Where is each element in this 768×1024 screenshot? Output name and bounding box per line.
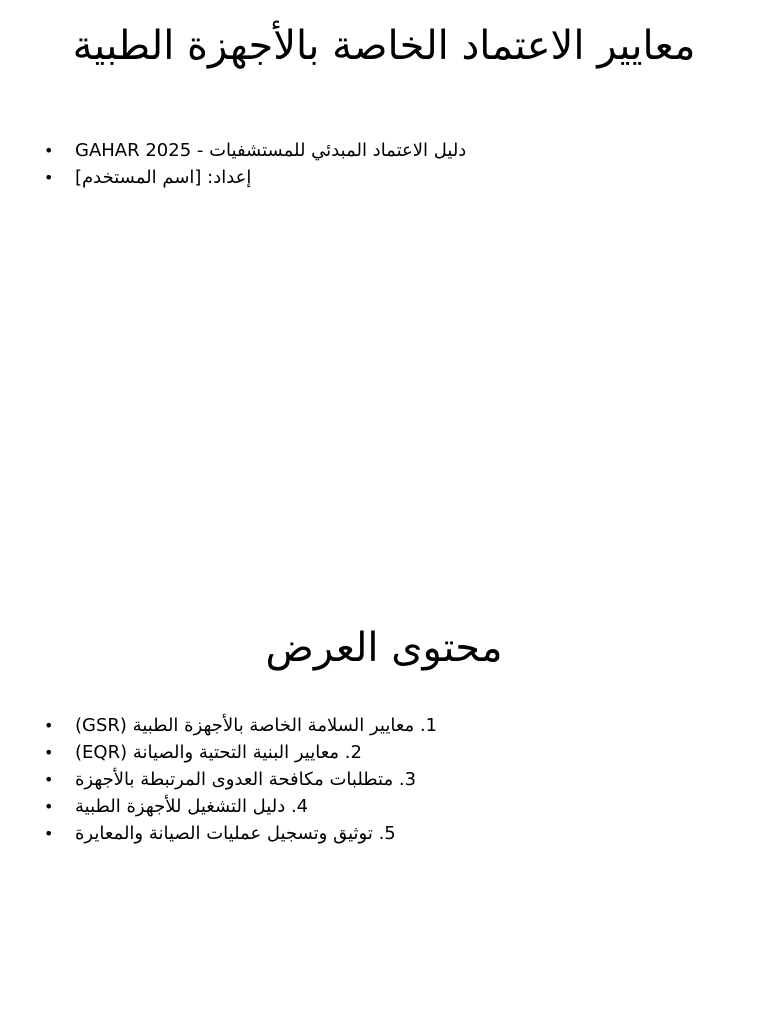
list-item	[44, 820, 728, 847]
bullet-icon: •	[44, 743, 54, 762]
slide-contents-heading: محتوى العرض	[265, 625, 503, 671]
bullet-icon: •	[44, 716, 54, 735]
list-item	[44, 766, 728, 793]
list-item	[44, 164, 728, 191]
list-item	[44, 793, 728, 820]
slide-title-heading: معايير الاعتماد الخاصة بالأجهزة الطبية	[72, 23, 696, 69]
bullet-icon: •	[44, 168, 54, 187]
contents-list	[44, 712, 728, 847]
contents-item-text: 3. متطلبات مكافحة العدوى المرتبطة بالأجهزة	[75, 769, 417, 790]
list-item	[44, 739, 728, 766]
contents-item-text: 5. توثيق وتسجيل عمليات الصيانة والمعايرة	[75, 823, 396, 844]
bullet-icon: •	[44, 824, 54, 843]
slide-contents	[0, 512, 768, 1024]
subtitle-text: دليل الاعتماد المبدئي للمستشفيات - GAHAR 2025	[75, 140, 467, 161]
bullet-icon: •	[44, 797, 54, 816]
list-item	[44, 712, 728, 739]
bullet-icon: •	[44, 770, 54, 789]
bullet-icon: •	[44, 141, 54, 160]
contents-item-text: 4. دليل التشغيل للأجهزة الطبية	[75, 796, 309, 817]
list-item	[44, 137, 728, 164]
contents-item-text: 2. معايير البنية التحتية والصيانة (EQR)	[75, 742, 362, 763]
author-text: إعداد: [اسم المستخدم]	[75, 167, 252, 188]
slide-title-bullet-list	[44, 137, 728, 191]
contents-item-text: 1. معايير السلامة الخاصة بالأجهزة الطبية (GSR)	[75, 715, 438, 736]
